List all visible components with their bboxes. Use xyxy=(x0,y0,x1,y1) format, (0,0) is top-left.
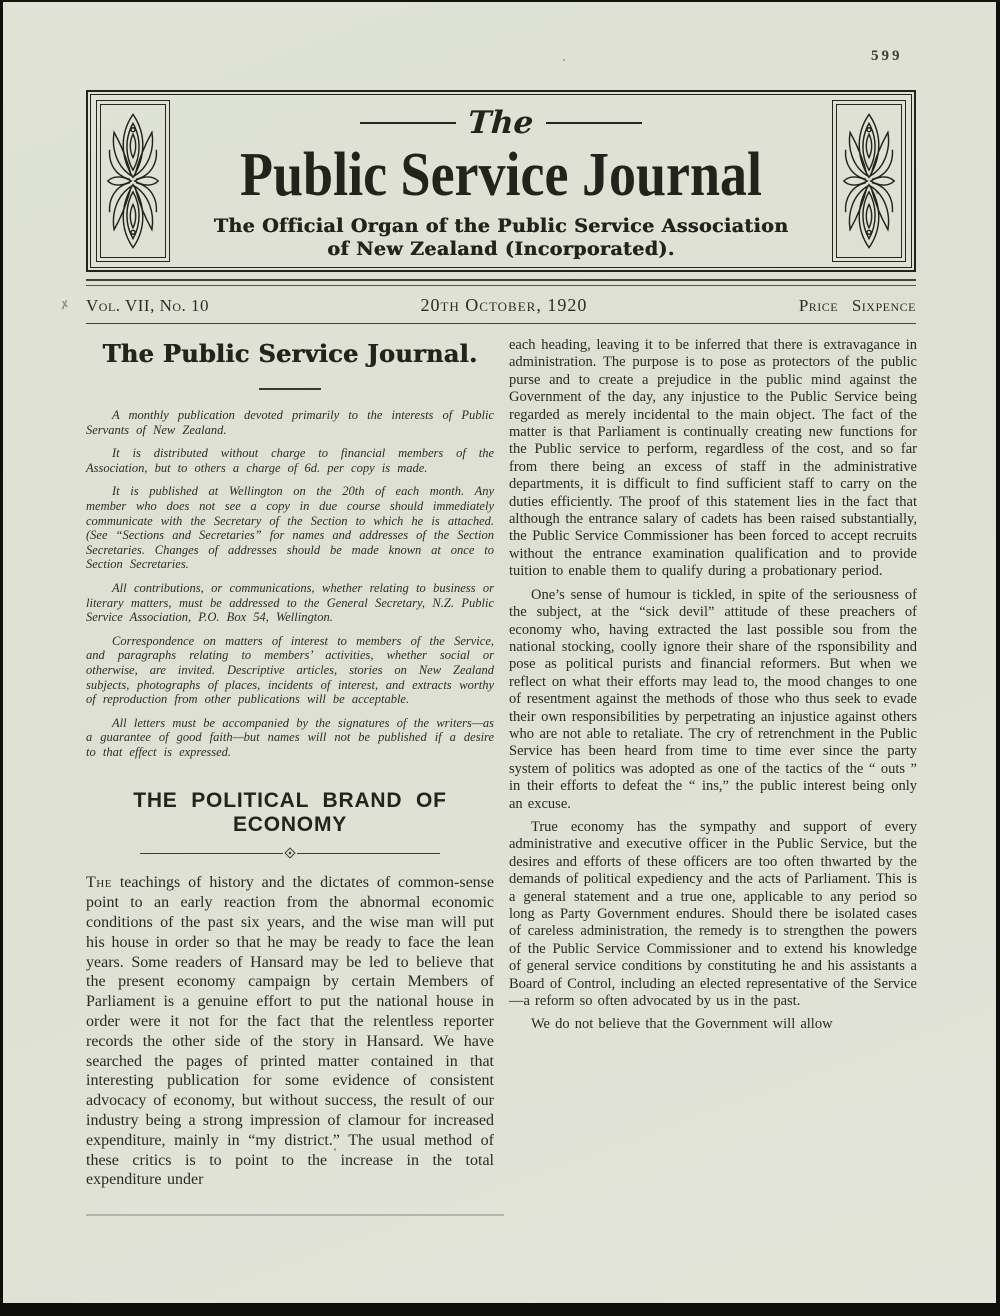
article-lead-word: The xyxy=(86,874,112,892)
issue-price: Price Sixpence xyxy=(798,296,916,315)
issue-date: 20th October, 1920 xyxy=(420,295,588,315)
horizontal-rule xyxy=(86,323,916,324)
journal-subtitle-line2: of New Zealand (Incorporated). xyxy=(327,238,675,261)
masthead-the: The xyxy=(467,105,535,141)
pen-mark: ✗ xyxy=(58,297,72,313)
masthead xyxy=(86,90,916,272)
diamond-rule xyxy=(140,849,440,857)
article-body-text: teachings of history and the dictates of common-sense point to an early reaction from the abnormal economic conditions of the past six years, and the wise man will put his house in order so that he may be ready to face the lean years. Some readers of Hansard may be led to believe that the present economy campaign by certain Members of Parliament is a genuine effort to put the national house in order were it not for the fact that the relentless reporter records the other side of the story in Hansard. We have searched the pages of printed matter contained in that interesting publication for some evidence of consistent advocacy of economy, but without success, the result of our industry being a strong impression of clamour for increased expenditure, mainly in “my district.” The usual method of these critics is to point to the increase in the total expenditure under xyxy=(86,874,495,1189)
notice-paragraph: It is distributed without charge to financial members of the Association, but to others a charge of 6d. per copy is made. xyxy=(86,446,494,475)
article-paragraph: True economy has the sympathy and support of every administrative and executive officer in the Public Service, but the desires and efforts of these officers are too often thwarted by the demands of political expediency and the acts of Parliament. This is a general statement and a true one, applicable to any period so long as Party Government endures. Should there be isolated cases of careless administration, the remedy is to strengthen the powers of the Public Service Commissioner and to extend his knowledge of general service conditions by constituting he and his assistants a Board of Control, including an elected representative of the Service—a reform so often advocated by us in the past. xyxy=(509,818,917,1010)
article-heading: THE POLITICAL BRAND OF ECONOMY xyxy=(133,789,447,837)
ornament-panel-left xyxy=(96,100,170,262)
page-number: 599 xyxy=(871,48,903,64)
issue-line xyxy=(58,295,916,316)
ornament-panel-right xyxy=(832,100,906,262)
masthead-notice-heading: The Public Service Journal. xyxy=(102,339,478,368)
journal-subtitle-line1: The Official Organ of the Public Service Association xyxy=(213,214,789,237)
article-paragraph xyxy=(86,873,494,1190)
article-paragraph: each heading, leaving it to be inferred that there is extravagance in administration. The purpose is to pose as protectors of the public purse and to create a prejudice in the public mind against the Government of the day, any injustice to the Public Service being regarded as merely incidental to the main object. The fact of the matter is that Parliament is continually creating new functions for the Public service to perform, regardless of the cost, and so far from there being an excess of staff in the administrative departments, it is difficult to find sufficient staff to carry on the duties efficiently. The proof of this statement lies in the fact that although the entrance salary of cadets has been raised substantially, the Public Service Commissioner has been forced to accept recruits without the entrance examination qualification and to provide tuition to enable them to qualify during a probationary period. xyxy=(509,337,917,580)
masthead-the-row xyxy=(360,106,641,140)
short-rule xyxy=(259,388,321,390)
right-column xyxy=(509,337,917,1190)
notice-paragraph: All contributions, or communications, whether relating to business or literary matters, must be addressed to the General Secretary, N.Z. Public Service Association, P.O. Box 54, Wellington. xyxy=(86,580,494,625)
notice-paragraph: Correspondence on matters of interest to members of the Service, and paragraphs relating to members’ activities, whether social or otherwise, are invited. Descriptive articles, stories on New Zealand subjects, photographs of places, incidents of interest, and extracts worthy of reproduction from other publications will be acceptable. xyxy=(86,633,494,707)
article-paragraph: One’s sense of humour is tickled, in spite of the seriousness of the subject, at the “sick devil” attitude of these preachers of economy who, having extracted the last possible sou from the national stocking, coolly ignore their share of the rsponsibility and pose as political purists and financial reformers. But when we reflect on what their efforts may lead to, the mood changes to one of resentment against the methods of those who thus seek to evade their own responsibilities by perpetrating an injustice against others who are not able to retaliate. The cry of retrenchment in the Public Service has been heard from time to time ever since the party system of politics was adopted as one of the tactics of the “ outs ” in their efforts to defeat the “ ins,” the public interest being only an excuse. xyxy=(509,586,917,812)
floral-ornament-icon xyxy=(106,102,160,260)
volume-number: Vol. VII, No. 10 xyxy=(86,296,210,315)
floral-ornament-icon xyxy=(842,102,896,260)
journal-title: Public Service Journal xyxy=(240,139,762,209)
rule-segment xyxy=(297,853,440,854)
horizontal-double-rule xyxy=(86,279,916,286)
left-column xyxy=(86,337,494,1190)
page-content xyxy=(58,2,917,1190)
ink-bleed-line xyxy=(86,1214,504,1216)
notice-paragraph: All letters must be accompanied by the signatures of the writers—as a guarantee of good faith—but names will not be published if a desire to that effect is expressed. xyxy=(86,715,494,759)
rule-right xyxy=(546,122,642,124)
rule-left xyxy=(360,122,456,124)
notice-paragraph: A monthly publication devoted primarily to the interests of Public Servants of New Zealand. xyxy=(86,408,494,437)
masthead-title-block xyxy=(170,100,832,262)
notice-paragraph: It is published at Wellington on the 20th of each month. Any member who does not see a copy in due course should immediately communicate with the Secretary of the Section to which he is attached. (See “Sections and Secretaries” for names and addresses of the Section Secretaries. Changes of addresses should be made known at once to Section Secretaries. xyxy=(86,484,494,572)
rule-segment xyxy=(140,853,283,854)
article-paragraph: We do not believe that the Government will allow xyxy=(531,1016,833,1033)
ornament-frame xyxy=(836,104,902,258)
masthead-frame xyxy=(90,94,912,268)
scanned-page xyxy=(3,2,996,1303)
diamond-icon xyxy=(284,848,295,859)
two-column-body xyxy=(86,337,916,1190)
journal-subtitle xyxy=(214,215,789,263)
ornament-frame xyxy=(100,104,166,258)
